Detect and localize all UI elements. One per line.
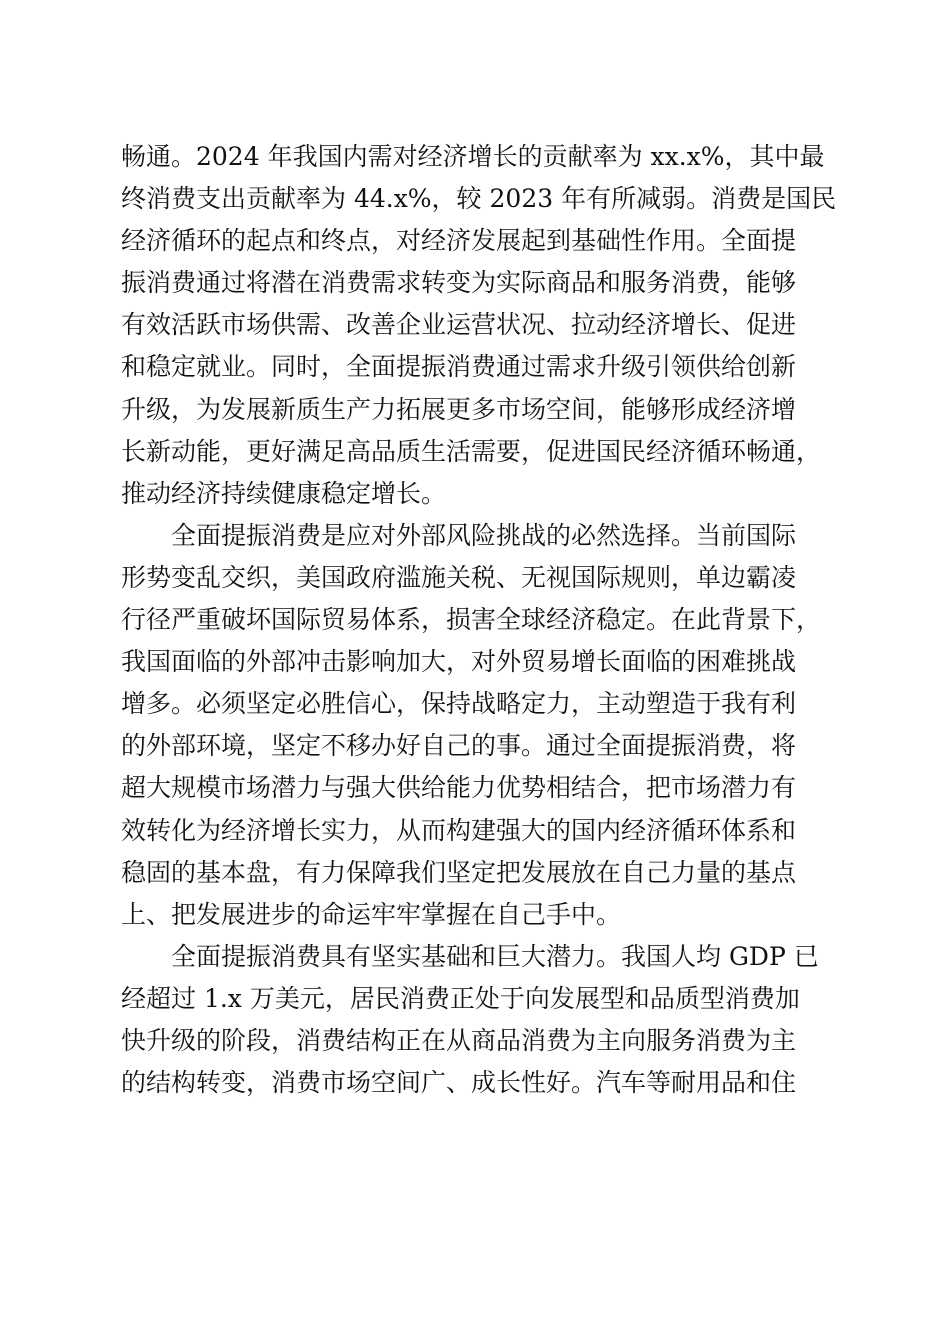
text-line-9: 推动经济持续健康稳定增长。 <box>121 478 447 508</box>
text-line-16: 超大规模市场潜力与强大供给能力优势相结合，把市场潜力有 <box>121 773 797 803</box>
text-line-13: 我国面临的外部冲击影响加大，对外贸易增长面临的困难挑战 <box>121 647 797 677</box>
text-line-11: 形势变乱交织，美国政府滥施关税、无视国际规则，单边霸凌 <box>121 562 797 592</box>
text-line-3: 经济循环的起点和终点，对经济发展起到基础性作用。全面提 <box>121 226 797 256</box>
text-line-23: 的结构转变，消费市场空间广、成长性好。汽车等耐用品和住 <box>121 1068 797 1098</box>
text-line-19: 上、把发展进步的命运牢牢掌握在自己手中。 <box>121 899 622 929</box>
text-line-14: 增多。必须坚定必胜信心，保持战略定力，主动塑造于我有利 <box>121 689 797 719</box>
text-line-20: 全面提振消费具有坚实基础和巨大潜力。我国人均 GDP 已 <box>121 941 819 971</box>
text-line-7: 升级，为发展新质生产力拓展更多市场空间，能够形成经济增 <box>121 394 797 424</box>
text-line-2: 终消费支出贡献率为 44.x%，较 2023 年有所减弱。消费是国民 <box>121 184 837 214</box>
text-line-12: 行径严重破坏国际贸易体系，损害全球经济稳定。在此背景下， <box>121 605 822 635</box>
text-line-4: 振消费通过将潜在消费需求转变为实际商品和服务消费，能够 <box>121 268 797 298</box>
text-line-17: 效转化为经济增长实力，从而构建强大的国内经济循环体系和 <box>121 815 797 845</box>
text-line-18: 稳固的基本盘，有力保障我们坚定把发展放在自己力量的基点 <box>121 857 797 887</box>
text-line-8: 长新动能，更好满足高品质生活需要，促进国民经济循环畅通， <box>121 436 822 466</box>
text-line-21: 经超过 1.x 万美元，居民消费正处于向发展型和品质型消费加 <box>121 983 800 1013</box>
text-line-22: 快升级的阶段，消费结构正在从商品消费为主向服务消费为主 <box>121 1025 797 1055</box>
text-line-15: 的外部环境，坚定不移办好自己的事。通过全面提振消费，将 <box>121 731 797 761</box>
text-line-10: 全面提振消费是应对外部风险挑战的必然选择。当前国际 <box>121 520 797 550</box>
text-line-1: 畅通。2024 年我国内需对经济增长的贡献率为 xx.x%，其中最 <box>121 142 825 171</box>
document-body <box>121 136 837 1104</box>
text-line-5: 有效活跃市场供需、改善企业运营状况、拉动经济增长、促进 <box>121 310 797 340</box>
text-line-6: 和稳定就业。同时，全面提振消费通过需求升级引领供给创新 <box>121 352 797 382</box>
